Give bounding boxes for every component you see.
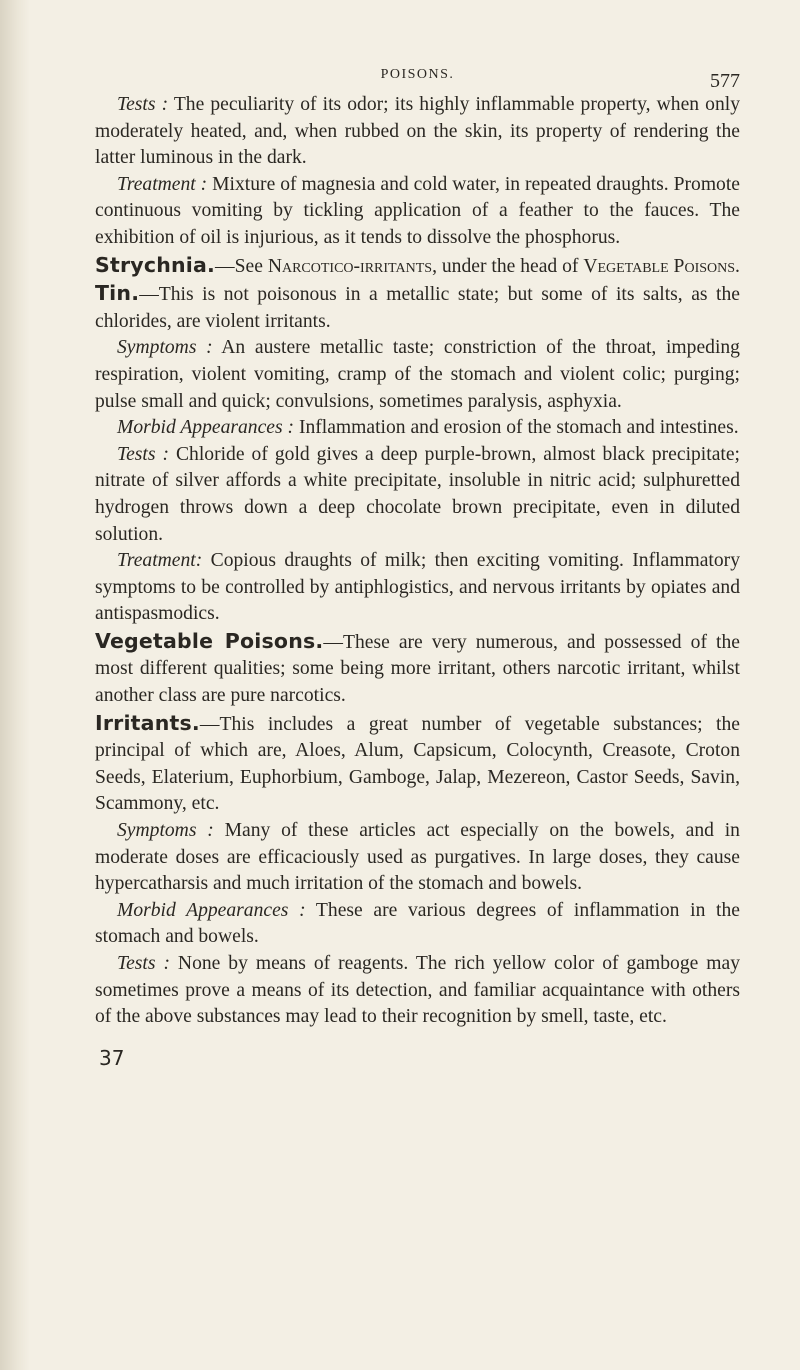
strychnia-entry bbox=[95, 252, 740, 281]
phosphorus-tests-paragraph bbox=[95, 92, 740, 172]
treatment-label: Treatment: bbox=[117, 550, 203, 572]
running-title: POISONS. bbox=[380, 67, 455, 82]
cross-reference: Narcotico-irritants bbox=[267, 255, 433, 277]
tests-label: Tests : bbox=[117, 953, 170, 974]
symptoms-label: Symptoms : bbox=[117, 820, 214, 842]
vegetable-poisons-entry bbox=[95, 628, 740, 710]
irritants-morbid-paragraph bbox=[95, 898, 740, 951]
paragraph-text: These are various degrees of inflammation in the stomach and bowels. bbox=[95, 899, 740, 948]
paragraph-text: —This is not poisonous in a metallic state; but some of its salts, as the chlorides, are violent irritants. bbox=[95, 284, 740, 332]
tin-treatment-paragraph bbox=[95, 548, 740, 628]
paragraph-text: Mixture of magnesia and cold water, in repeated draughts. Promote continuous vomiting by tickling application of a feather to the fauces. The exhibition of oil is injurious, as it tends to dissolve the phosphorus. bbox=[95, 173, 740, 248]
tin-symptoms-paragraph bbox=[95, 335, 740, 415]
phosphorus-treatment-paragraph bbox=[95, 172, 740, 252]
page-number: 577 bbox=[710, 70, 740, 92]
tests-label: Tests : bbox=[117, 94, 169, 115]
paragraph-text: The peculiarity of its odor; its highly inflammable property, when only moderately heated, and, when rubbed on the skin, its property of rendering the latter luminous in the dark. bbox=[95, 94, 740, 169]
entry-heading: Strychnia. bbox=[95, 252, 216, 277]
running-head bbox=[95, 58, 740, 92]
book-page bbox=[95, 58, 740, 1071]
tin-entry bbox=[95, 280, 740, 335]
paragraph-text: Copious draughts of milk; then exciting vomiting. Inflammatory symptoms to be controlled by antiphlogistics, and nervous irritants by opiates and antispasmodics. bbox=[95, 550, 740, 625]
signature-mark: 37 bbox=[99, 1045, 125, 1070]
symptoms-label: Symptoms : bbox=[117, 337, 213, 359]
morbid-appearances-label: Morbid Appearances : bbox=[117, 899, 306, 921]
paragraph-text: Chloride of gold gives a deep purple-brown, almost black precipitate; nitrate of silver affords a white precipitate, insoluble in nitric acid; sulphuretted hydrogen throws down a deep chocolate brown precipitate, even in diluted solution. bbox=[95, 443, 740, 545]
paragraph-text: , under the head of bbox=[432, 255, 584, 277]
treatment-label: Treatment : bbox=[117, 173, 208, 195]
paragraph-text: —These are very numerous, and possessed of the most different qualities; some being more irritant, others narcotic irritant, whilst another class are pure narcotics. bbox=[95, 631, 740, 707]
paragraph-text: None by means of reagents. The rich yellow color of gamboge may sometimes prove a means of its detection, and familiar acquaintance with others of the above substances may lead to their recognition by smell, taste, etc. bbox=[95, 953, 740, 1028]
paragraph-text: . bbox=[735, 255, 740, 277]
tin-morbid-paragraph bbox=[95, 415, 740, 442]
page-gutter-shadow bbox=[0, 0, 30, 1370]
paragraph-text: —This includes a great number of vegetable substances; the principal of which are, Aloes, Alum, Capsicum, Colocynth, Creasote, Croton Seeds, Elaterium, Euphorbium, Gamboge, Jalap, Mezereon, Castor Seeds, Savin, Scammony, etc. bbox=[95, 713, 740, 815]
morbid-appearances-label: Morbid Appearances : bbox=[117, 417, 295, 439]
paragraph-text: —See bbox=[215, 255, 268, 277]
paragraph-text: Inflammation and erosion of the stomach and intestines. bbox=[294, 417, 739, 439]
entry-heading: Vegetable Poisons. bbox=[95, 628, 324, 653]
irritants-entry bbox=[95, 710, 740, 818]
tests-label: Tests : bbox=[117, 443, 169, 465]
irritants-symptoms-paragraph bbox=[95, 818, 740, 898]
paragraph-text: An austere metallic taste; constriction of the throat, impeding respiration, violent vomiting, cramp of the stomach and violent colic; purging; pulse small and quick; convulsions, sometimes paralysis, asphyxia. bbox=[95, 337, 740, 412]
paragraph-text: Many of these articles act especially on the bowels, and in moderate doses are efficaciously used as purgatives. In large doses, they cause hypercatharsis and much irritation of the stomach and bowels. bbox=[95, 820, 740, 895]
cross-reference: Vegetable Poisons bbox=[583, 255, 736, 277]
entry-heading: Irritants. bbox=[95, 710, 200, 735]
tin-tests-paragraph bbox=[95, 442, 740, 548]
entry-heading: Tin. bbox=[95, 281, 140, 306]
irritants-tests-paragraph bbox=[95, 951, 740, 1031]
